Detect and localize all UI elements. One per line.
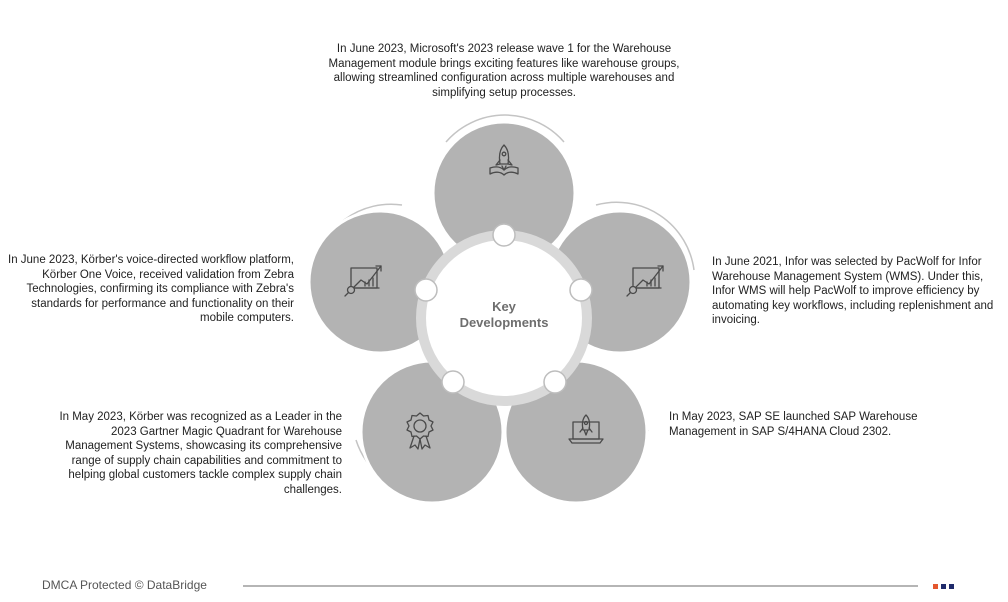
development-note-left-upper: In June 2023, Körber's voice-directed workflow platform, Körber One Voice, received validation from Zebra Technologies, confirming its compliance with Zebra's standards for performance and functionality on their mobile computers. bbox=[8, 254, 294, 325]
center-label-line2: Developments bbox=[459, 315, 549, 330]
footer-copyright: DMCA Protected © DataBridge bbox=[42, 578, 207, 592]
development-note-right-lower: In May 2023, SAP SE launched SAP Warehouse Management in SAP S/4HANA Cloud 2302. bbox=[669, 411, 918, 438]
center-label-line1: Key bbox=[492, 299, 516, 314]
footer-dot bbox=[941, 584, 946, 589]
footer-dot bbox=[949, 584, 954, 589]
development-note-top: In June 2023, Microsoft's 2023 release wave 1 for the Warehouse Management module brings exciting features like warehouse groups, allowing streamlined configuration across multiple warehouses and simplifying setup processes. bbox=[328, 43, 680, 99]
footer-divider bbox=[243, 585, 918, 587]
development-note-left-lower: In May 2023, Körber was recognized as a Leader in the 2023 Gartner Magic Quadrant for Warehouse Management Systems, showcasing its comprehensive range of supply chain capabilities and commitment to helping global customers tackle complex supply chain challenges. bbox=[59, 411, 342, 496]
development-note-right-upper: In June 2021, Infor was selected by PacWolf for Infor Warehouse Management System (WMS). Under this, Infor WMS will help PacWolf to improve efficiency by automating key workflows, including replenishment and invoicing. bbox=[712, 256, 994, 327]
ring-node-top bbox=[493, 224, 515, 246]
ring-node-left-upper bbox=[415, 279, 437, 301]
ring-node-right-upper bbox=[570, 279, 592, 301]
footer-dot bbox=[933, 584, 938, 589]
footer-brand-dots bbox=[933, 584, 957, 590]
ring-node-right-lower bbox=[544, 371, 566, 393]
ring-node-left-lower bbox=[442, 371, 464, 393]
